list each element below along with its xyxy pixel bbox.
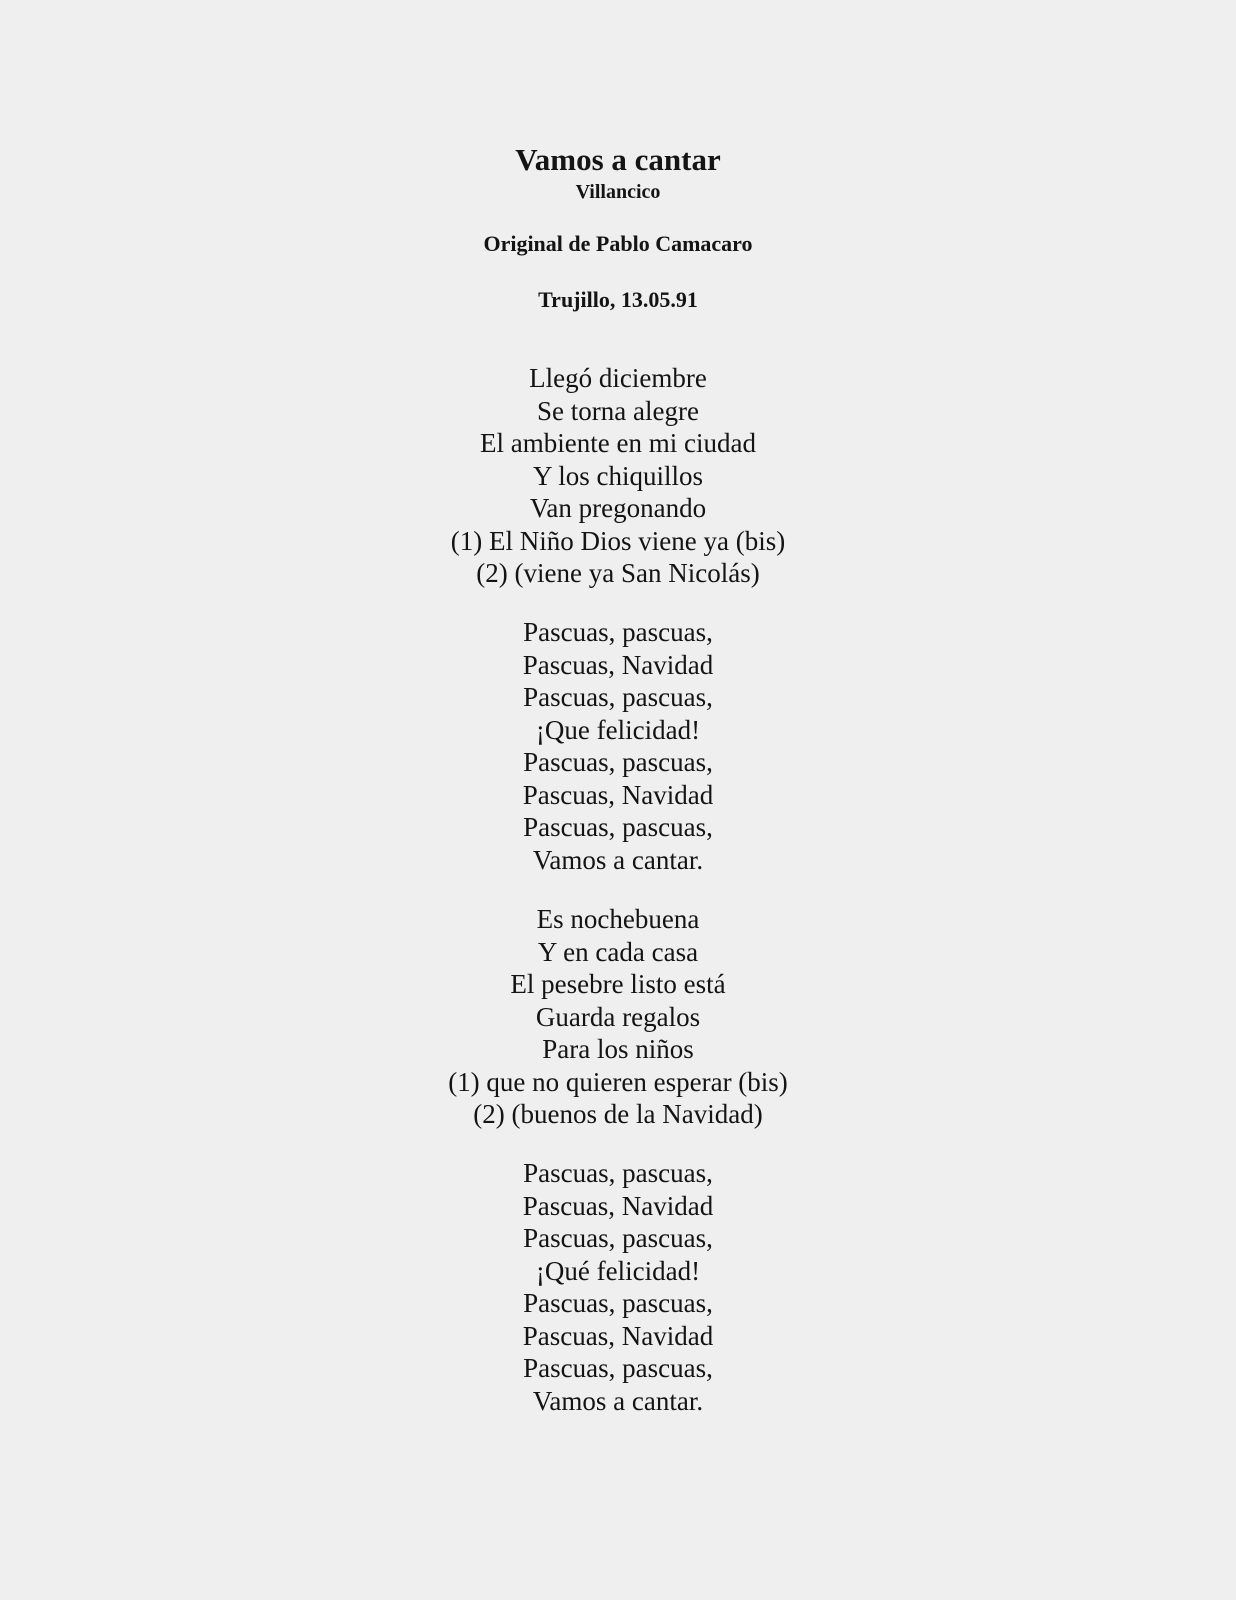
lyric-line: Van pregonando — [529, 493, 707, 523]
lyric-line: Pascuas, pascuas, — [523, 747, 713, 777]
stanza-1 — [0, 362, 1236, 590]
lyric-line: (1) que no quieren esperar (bis) — [448, 1066, 788, 1097]
lyric-line: Y los chiquillos — [532, 460, 703, 491]
stanza-3 — [0, 903, 1236, 1131]
lyric-line: (1) El Niño Dios viene ya (bis) — [450, 525, 786, 556]
lyric-line: Vamos a cantar. — [532, 844, 704, 875]
lyric-line: (2) (buenos de la Navidad) — [473, 1099, 763, 1129]
lyric-line: Pascuas, Navidad — [522, 779, 714, 810]
place-date: Trujillo, 13.05.91 — [538, 287, 698, 312]
song-title: Vamos a cantar — [515, 142, 721, 177]
lyric-line: Se torna alegre — [537, 395, 699, 426]
lyric-line: Pascuas, Navidad — [522, 649, 714, 680]
lyric-line: Pascuas, pascuas, — [523, 1158, 713, 1188]
lyric-line: Pascuas, pascuas, — [523, 617, 713, 647]
lyric-line: Pascuas, pascuas, — [523, 1288, 713, 1318]
lyric-line: Pascuas, Navidad — [522, 1190, 714, 1221]
lyric-line: Guarda regalos — [535, 1001, 701, 1032]
lyric-line: Pascuas, pascuas, — [523, 812, 713, 842]
lyric-line: Es nochebuena — [536, 904, 700, 934]
lyric-line: Pascuas, pascuas, — [523, 1223, 713, 1253]
lyric-line: Vamos a cantar. — [532, 1385, 704, 1416]
song-subtitle: Villancico — [575, 181, 661, 203]
lyric-line: Pascuas, pascuas, — [523, 682, 713, 712]
stanza-2 — [0, 616, 1236, 876]
lyric-line: (2) (viene ya San Nicolás) — [476, 558, 760, 588]
stanza-4 — [0, 1157, 1236, 1417]
lyric-line: ¡Que felicidad! — [535, 714, 701, 745]
lyric-line: Pascuas, Navidad — [522, 1320, 714, 1351]
lyric-line: Pascuas, pascuas, — [523, 1353, 713, 1383]
lyric-line: Para los niños — [542, 1034, 694, 1064]
lyric-line: Llegó diciembre — [529, 363, 707, 393]
lyric-line: El ambiente en mi ciudad — [480, 428, 756, 458]
lyric-line: Y en cada casa — [537, 936, 699, 967]
lyric-line: El pesebre listo está — [510, 969, 726, 999]
lyric-line: ¡Qué felicidad! — [535, 1255, 701, 1286]
author-credit: Original de Pablo Camacaro — [483, 231, 753, 256]
